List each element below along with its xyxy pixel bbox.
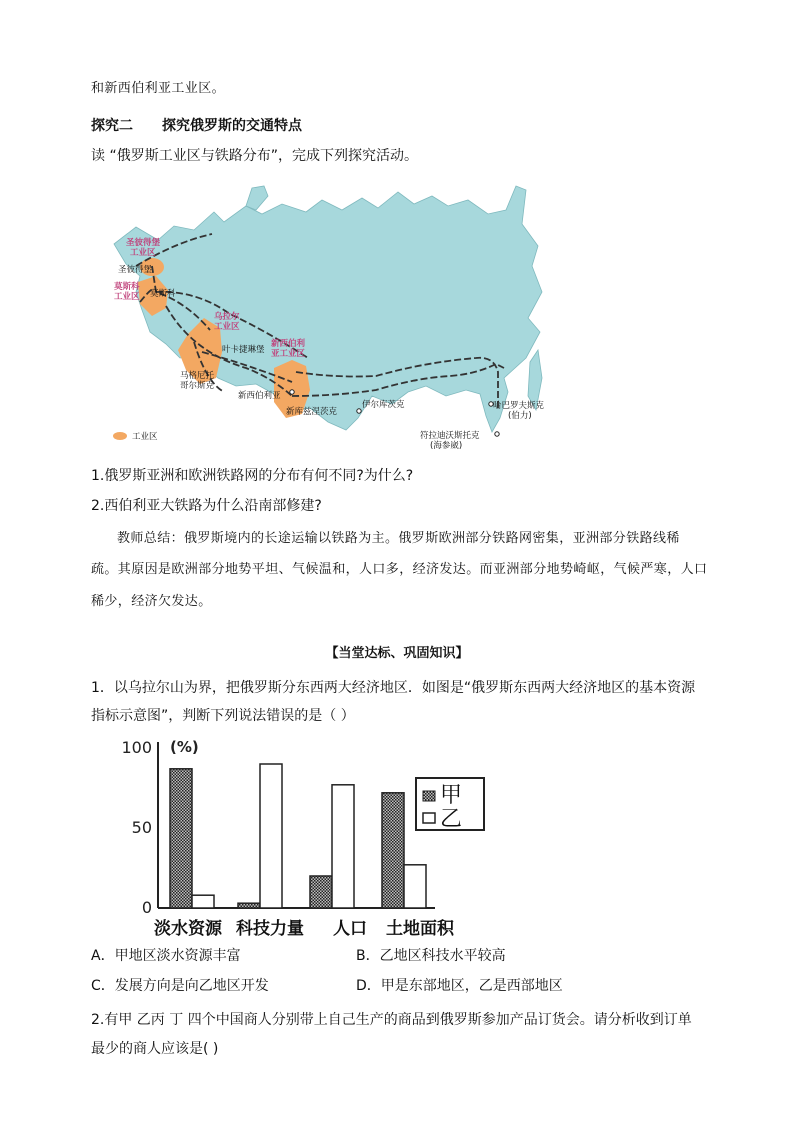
section-title: 探究俄罗斯的交通特点 (162, 118, 302, 134)
mcq2-stem-line1: 2.有甲 乙丙 丁 四个中国商人分别带上自己生产的商品到俄罗斯参加产品订货会。请分析收到订单 (91, 1012, 692, 1028)
city-magnitogorsk: 马格尼托 (180, 371, 215, 381)
intro-line: 和新西伯利亚工业区。 (91, 81, 226, 96)
teacher-summary-line3: 稀少，经济欠发达。 (91, 594, 212, 609)
bar-jia-0 (170, 769, 192, 908)
label-ural-industrial-2: 工业区 (214, 322, 240, 332)
mcq1-option-a[interactable]: A．甲地区淡水资源丰富 (91, 948, 241, 964)
legend-industrial-swatch (113, 432, 127, 440)
teacher-summary-line2: 疏。其原因是欧洲部分地势平坦、气候温和，人口多，经济发达。而亚洲部分地势崎岖，气候严寒，人口 (91, 562, 708, 577)
bar-yi-0 (192, 895, 214, 908)
city-magnitogorsk-2: 哥尔斯克 (180, 381, 215, 391)
mcq1-option-d[interactable]: D．甲是东部地区，乙是西部地区 (356, 978, 563, 994)
y-tick-label: 0 (141, 898, 152, 917)
bar-yi-2 (332, 785, 354, 908)
label-ural-industrial: 乌拉尔 (214, 312, 240, 322)
bar-jia-2 (310, 876, 332, 908)
legend-label-yi: 乙 (440, 807, 463, 832)
category-label: 人口 (333, 919, 367, 939)
section-label: 探究二 (91, 118, 133, 134)
city-khabarovsk: 哈巴罗夫斯克 (493, 401, 545, 411)
mcq1-stem-line2: 指标示意图”，判断下列说法错误的是（ ） (91, 708, 355, 724)
russia-railway-map (96, 182, 556, 450)
label-stpetersburg-industrial-2: 工业区 (130, 248, 156, 258)
city-yekaterinburg: 叶卡捷琳堡 (222, 345, 265, 355)
bar-yi-3 (404, 865, 426, 908)
bar-yi-1 (260, 764, 282, 908)
practice-header: 【当堂达标、巩固知识】 (325, 646, 469, 661)
city-irkutsk: 伊尔库茨克 (362, 400, 405, 410)
question-1: 1.俄罗斯亚洲和欧洲铁路网的分布有何不同?为什么? (91, 468, 414, 484)
mcq2-stem-line2: 最少的商人应该是( ) (91, 1041, 219, 1057)
category-label: 淡水资源 (154, 919, 222, 939)
city-novosibirsk: 新西伯利亚 (238, 391, 281, 401)
legend-label-jia: 甲 (440, 783, 463, 808)
category-label: 土地面积 (386, 919, 454, 939)
city-novokuznetsk: 新库兹涅茨克 (286, 407, 338, 417)
legend-swatch-yi (423, 813, 435, 823)
mcq1-option-b[interactable]: B．乙地区科技水平较高 (356, 948, 506, 964)
y-axis-unit: (%) (170, 738, 199, 756)
city-vladivostok-2: (海参崴) (430, 441, 463, 450)
city-stpetersburg: 圣彼得堡 (118, 265, 153, 275)
y-tick-label: 100 (121, 738, 152, 757)
label-moscow-industrial-2: 工业区 (114, 292, 140, 302)
label-novosibirsk-industrial: 新西伯利 (271, 339, 306, 349)
label-novosibirsk-industrial-2: 亚工业区 (271, 349, 306, 359)
legend-industrial-label: 工业区 (132, 432, 158, 442)
city-moscow: 莫斯科 (150, 289, 176, 299)
y-tick-label: 50 (131, 818, 152, 837)
label-stpetersburg-industrial: 圣彼得堡 (126, 238, 161, 248)
teacher-summary-line1: 教师总结：俄罗斯境内的长途运输以铁路为主。俄罗斯欧洲部分铁路网密集，亚洲部分铁路线稀 (117, 531, 680, 546)
bar-jia-1 (238, 903, 260, 908)
bar-jia-3 (382, 793, 404, 908)
city-khabarovsk-2: (伯力) (508, 411, 532, 421)
label-moscow-industrial: 莫斯科 (114, 282, 140, 292)
city-vladivostok: 符拉迪沃斯托克 (420, 431, 480, 441)
mcq1-option-c[interactable]: C．发展方向是向乙地区开发 (91, 978, 269, 994)
reading-instruction: 读 “俄罗斯工业区与铁路分布”，完成下列探究活动。 (91, 148, 418, 164)
question-2: 2.西伯利亚大铁路为什么沿南部修建? (91, 498, 322, 514)
mcq1-stem-line1: 1．以乌拉尔山为界，把俄罗斯分东西两大经济地区．如图是“俄罗斯东西两大经济地区的基本资源 (91, 680, 696, 696)
legend-swatch-jia (423, 791, 435, 801)
resource-bar-chart (110, 730, 500, 942)
category-label: 科技力量 (236, 919, 304, 939)
